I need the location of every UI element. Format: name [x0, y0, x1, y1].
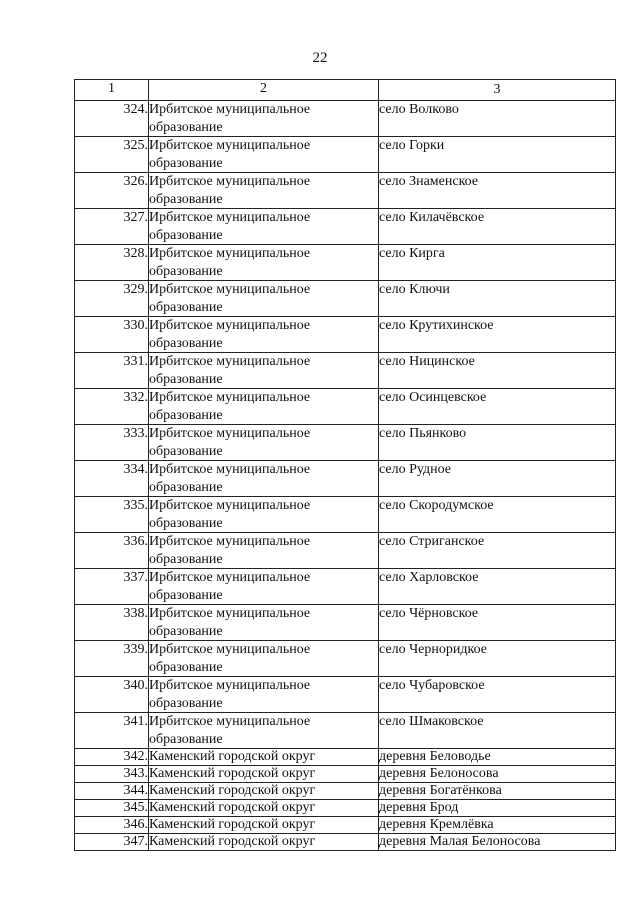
municipality-cell: Ирбитское муниципальное образование [149, 317, 379, 353]
settlement-cell: деревня Кремлёвка [379, 817, 616, 834]
table-row [75, 641, 616, 677]
table-row [75, 800, 616, 817]
table-row [75, 533, 616, 569]
municipality-cell: Ирбитское муниципальное образование [149, 533, 379, 569]
column-header-municipality: 2 [149, 80, 379, 101]
settlement-cell: село Пьянково [379, 425, 616, 461]
municipality-cell: Ирбитское муниципальное образование [149, 569, 379, 605]
settlement-cell: село Харловское [379, 569, 616, 605]
municipality-cell: Каменский городской округ [149, 783, 379, 800]
municipality-cell: Каменский городской округ [149, 800, 379, 817]
settlement-cell: село Крутихинское [379, 317, 616, 353]
municipality-cell: Ирбитское муниципальное образование [149, 497, 379, 533]
settlement-cell: село Килачёвское [379, 209, 616, 245]
row-number: 339. [75, 641, 149, 677]
municipality-cell: Ирбитское муниципальное образование [149, 281, 379, 317]
table-row [75, 281, 616, 317]
table-header-row [75, 80, 616, 101]
settlement-cell: деревня Беловодье [379, 749, 616, 766]
row-number: 337. [75, 569, 149, 605]
table-row [75, 245, 616, 281]
municipality-cell: Ирбитское муниципальное образование [149, 209, 379, 245]
municipality-cell: Каменский городской округ [149, 817, 379, 834]
row-number: 333. [75, 425, 149, 461]
settlement-cell: село Черноридкое [379, 641, 616, 677]
row-number: 328. [75, 245, 149, 281]
settlements-table [74, 79, 616, 851]
row-number: 335. [75, 497, 149, 533]
row-number: 332. [75, 389, 149, 425]
row-number: 343. [75, 766, 149, 783]
municipality-cell: Ирбитское муниципальное образование [149, 425, 379, 461]
municipality-cell: Ирбитское муниципальное образование [149, 353, 379, 389]
municipality-cell: Ирбитское муниципальное образование [149, 137, 379, 173]
row-number: 347. [75, 834, 149, 851]
page-number: 22 [312, 50, 328, 66]
row-number: 334. [75, 461, 149, 497]
table-row [75, 677, 616, 713]
settlement-cell: село Рудное [379, 461, 616, 497]
municipality-cell: Ирбитское муниципальное образование [149, 101, 379, 137]
table-row [75, 101, 616, 137]
municipality-cell: Ирбитское муниципальное образование [149, 605, 379, 641]
row-number: 329. [75, 281, 149, 317]
row-number: 336. [75, 533, 149, 569]
table-row [75, 461, 616, 497]
municipality-cell: Ирбитское муниципальное образование [149, 389, 379, 425]
municipality-cell: Ирбитское муниципальное образование [149, 713, 379, 749]
table-row [75, 605, 616, 641]
table-row [75, 713, 616, 749]
column-header-number: 1 [75, 80, 149, 101]
municipality-cell: Ирбитское муниципальное образование [149, 173, 379, 209]
row-number: 338. [75, 605, 149, 641]
column-header-settlement: 3 [379, 80, 616, 101]
table-row [75, 817, 616, 834]
settlement-cell: деревня Богатёнкова [379, 783, 616, 800]
table-row [75, 834, 616, 851]
municipality-cell: Ирбитское муниципальное образование [149, 245, 379, 281]
settlement-cell: село Знаменское [379, 173, 616, 209]
row-number: 346. [75, 817, 149, 834]
settlement-cell: село Скородумское [379, 497, 616, 533]
table-row [75, 569, 616, 605]
settlement-cell: деревня Белоносова [379, 766, 616, 783]
row-number: 327. [75, 209, 149, 245]
table-row [75, 353, 616, 389]
settlement-cell: село Ницинское [379, 353, 616, 389]
municipality-cell: Ирбитское муниципальное образование [149, 677, 379, 713]
settlement-cell: село Горки [379, 137, 616, 173]
table-row [75, 389, 616, 425]
table-row [75, 137, 616, 173]
row-number: 345. [75, 800, 149, 817]
table-row [75, 749, 616, 766]
settlement-cell: деревня Малая Белоносова [379, 834, 616, 851]
municipality-cell: Ирбитское муниципальное образование [149, 641, 379, 677]
table-row [75, 173, 616, 209]
row-number: 330. [75, 317, 149, 353]
table-body [75, 101, 616, 851]
settlement-cell: село Чубаровское [379, 677, 616, 713]
settlement-cell: село Кирга [379, 245, 616, 281]
settlement-cell: село Осинцевское [379, 389, 616, 425]
row-number: 340. [75, 677, 149, 713]
municipality-cell: Ирбитское муниципальное образование [149, 461, 379, 497]
municipality-cell: Каменский городской округ [149, 834, 379, 851]
row-number: 341. [75, 713, 149, 749]
row-number: 326. [75, 173, 149, 209]
row-number: 325. [75, 137, 149, 173]
row-number: 331. [75, 353, 149, 389]
row-number: 342. [75, 749, 149, 766]
settlement-cell: село Ключи [379, 281, 616, 317]
table-row [75, 425, 616, 461]
settlement-cell: село Шмаковское [379, 713, 616, 749]
municipality-cell: Каменский городской округ [149, 766, 379, 783]
row-number: 324. [75, 101, 149, 137]
settlement-cell: деревня Брод [379, 800, 616, 817]
table-row [75, 783, 616, 800]
settlement-cell: село Чёрновское [379, 605, 616, 641]
table-row [75, 317, 616, 353]
table-row [75, 209, 616, 245]
row-number: 344. [75, 783, 149, 800]
table-row [75, 497, 616, 533]
table-row [75, 766, 616, 783]
municipality-cell: Каменский городской округ [149, 749, 379, 766]
settlement-cell: село Волково [379, 101, 616, 137]
settlement-cell: село Стриганское [379, 533, 616, 569]
